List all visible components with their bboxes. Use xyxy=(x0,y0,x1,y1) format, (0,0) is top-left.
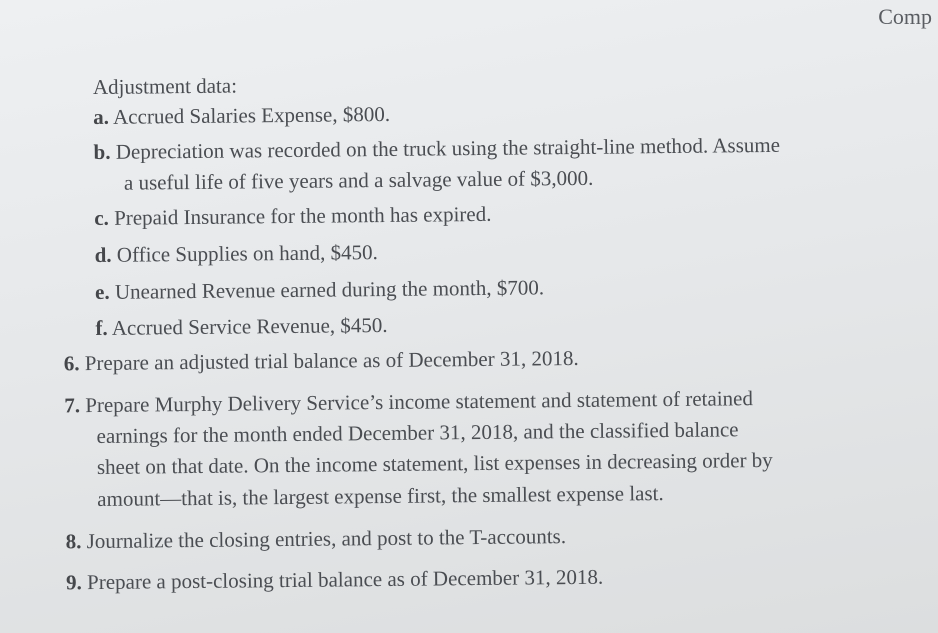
task-7-line-2: earnings for the month ended December 31, 2018, and the classified balance xyxy=(96,417,739,449)
page-corner-text: Comp xyxy=(878,4,932,29)
item-label: f. xyxy=(95,315,108,341)
item-text: Unearned Revenue earned during the month, $700. xyxy=(114,275,545,304)
adjustment-item-e xyxy=(95,275,544,305)
task-text: Prepare an adjusted trial balance as of December 31, 2018. xyxy=(84,345,579,376)
adjustment-item-c xyxy=(94,202,491,231)
item-label: a. xyxy=(93,104,110,130)
item-label: b. xyxy=(93,139,111,165)
task-8 xyxy=(66,524,567,554)
adjustment-item-d xyxy=(95,240,378,268)
task-7-line-3: sheet on that date. On the income statement, list expenses in decreasing order by xyxy=(96,447,773,480)
task-text: Journalize the closing entries, and post to the T-accounts. xyxy=(86,524,567,554)
task-6 xyxy=(64,346,579,376)
task-text: Prepare a post-closing trial balance as of December 31, 2018. xyxy=(86,564,604,595)
task-label: 7. xyxy=(64,393,81,418)
adjustment-item-b xyxy=(93,133,780,165)
adjustment-heading: Adjustment data: xyxy=(92,73,238,100)
task-7-line-4: amount—that is, the largest expense first, the smallest expense last. xyxy=(97,481,664,512)
adjustment-item-a xyxy=(93,102,390,130)
task-7 xyxy=(64,386,753,418)
adjustment-item-b-cont: a useful life of five years and a salvage value of $3,000. xyxy=(123,165,594,195)
item-label: d. xyxy=(94,242,112,268)
item-text: Depreciation was recorded on the truck using the straight-line method. Assume xyxy=(115,132,781,164)
task-text: Prepare Murphy Delivery Service’s income statement and statement of retained xyxy=(85,386,754,418)
item-label: e. xyxy=(94,279,110,305)
task-label: 9. xyxy=(65,570,82,595)
item-text: Office Supplies on hand, $450. xyxy=(116,240,378,267)
item-text: Accrued Salaries Expense, $800. xyxy=(112,101,391,129)
task-label: 6. xyxy=(63,351,80,376)
item-text: Prepaid Insurance for the month has expired. xyxy=(113,201,492,230)
task-9 xyxy=(66,565,603,596)
item-text: Accrued Service Revenue, $450. xyxy=(111,312,388,340)
item-label: c. xyxy=(94,205,109,231)
adjustment-item-f xyxy=(95,313,387,341)
task-label: 8. xyxy=(65,529,82,554)
